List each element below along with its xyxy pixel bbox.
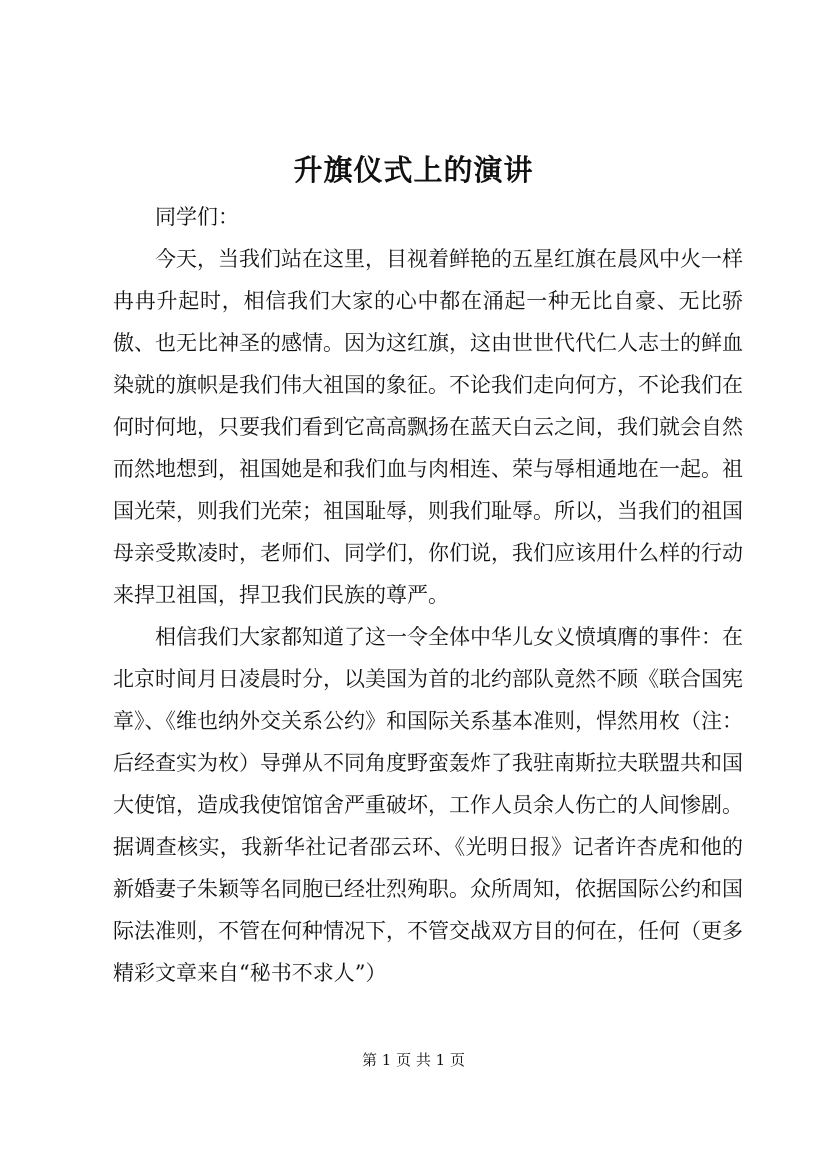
- salutation: 同学们：: [155, 205, 239, 229]
- document-title: 升旗仪式上的演讲: [293, 153, 534, 187]
- document-body: [113, 196, 743, 994]
- paragraph-1: 今天，当我们站在这里，目视着鲜艳的五星红旗在晨风中火一样冉冉升起时，相信我们大家的心中都在涌起一种无比自豪、无比骄傲、也无比神圣的感情。因为这红旗，这由世世代代仁人志士的鲜血染就的旗帜是我们伟大祖国的象征。不论我们走向何方，不论我们在何时何地，只要我们看到它高高飘扬在蓝天白云之间，我们就会自然而然地想到，祖国她是和我们血与肉相连、荣与辱相通地在一起。祖国光荣，则我们光荣；祖国耻辱，则我们耻辱。所以，当我们的祖国母亲受欺凌时，老师们、同学们，你们说，我们应该用什么样的行动来捍卫祖国，捍卫我们民族的尊严。: [113, 247, 743, 607]
- paragraph-2: 相信我们大家都知道了这一令全体中华儿女义愤填膺的事件：在北京时间月日凌晨时分，以美国为首的北约部队竟然不顾《联合国宪章》、《维也纳外交关系公约》和国际关系基本准则，悍然用枚（注：后经查实为枚）导弹从不同角度野蛮轰炸了我驻南斯拉夫联盟共和国大使馆，造成我使馆馆舍严重破坏，工作人员余人伤亡的人间惨剧。据调查核实，我新华社记者邵云环、《光明日报》记者许杏虎和他的新婚妻子朱颖等名同胞已经壮烈殉职。众所周知，依据国际公约和国际法准则，不管在何种情况下，不管交战双方目的何在，任何（更多精彩文章来自“秘书不求人”）: [113, 625, 743, 985]
- page-footer: 第 1 页 共 1 页: [362, 1051, 465, 1069]
